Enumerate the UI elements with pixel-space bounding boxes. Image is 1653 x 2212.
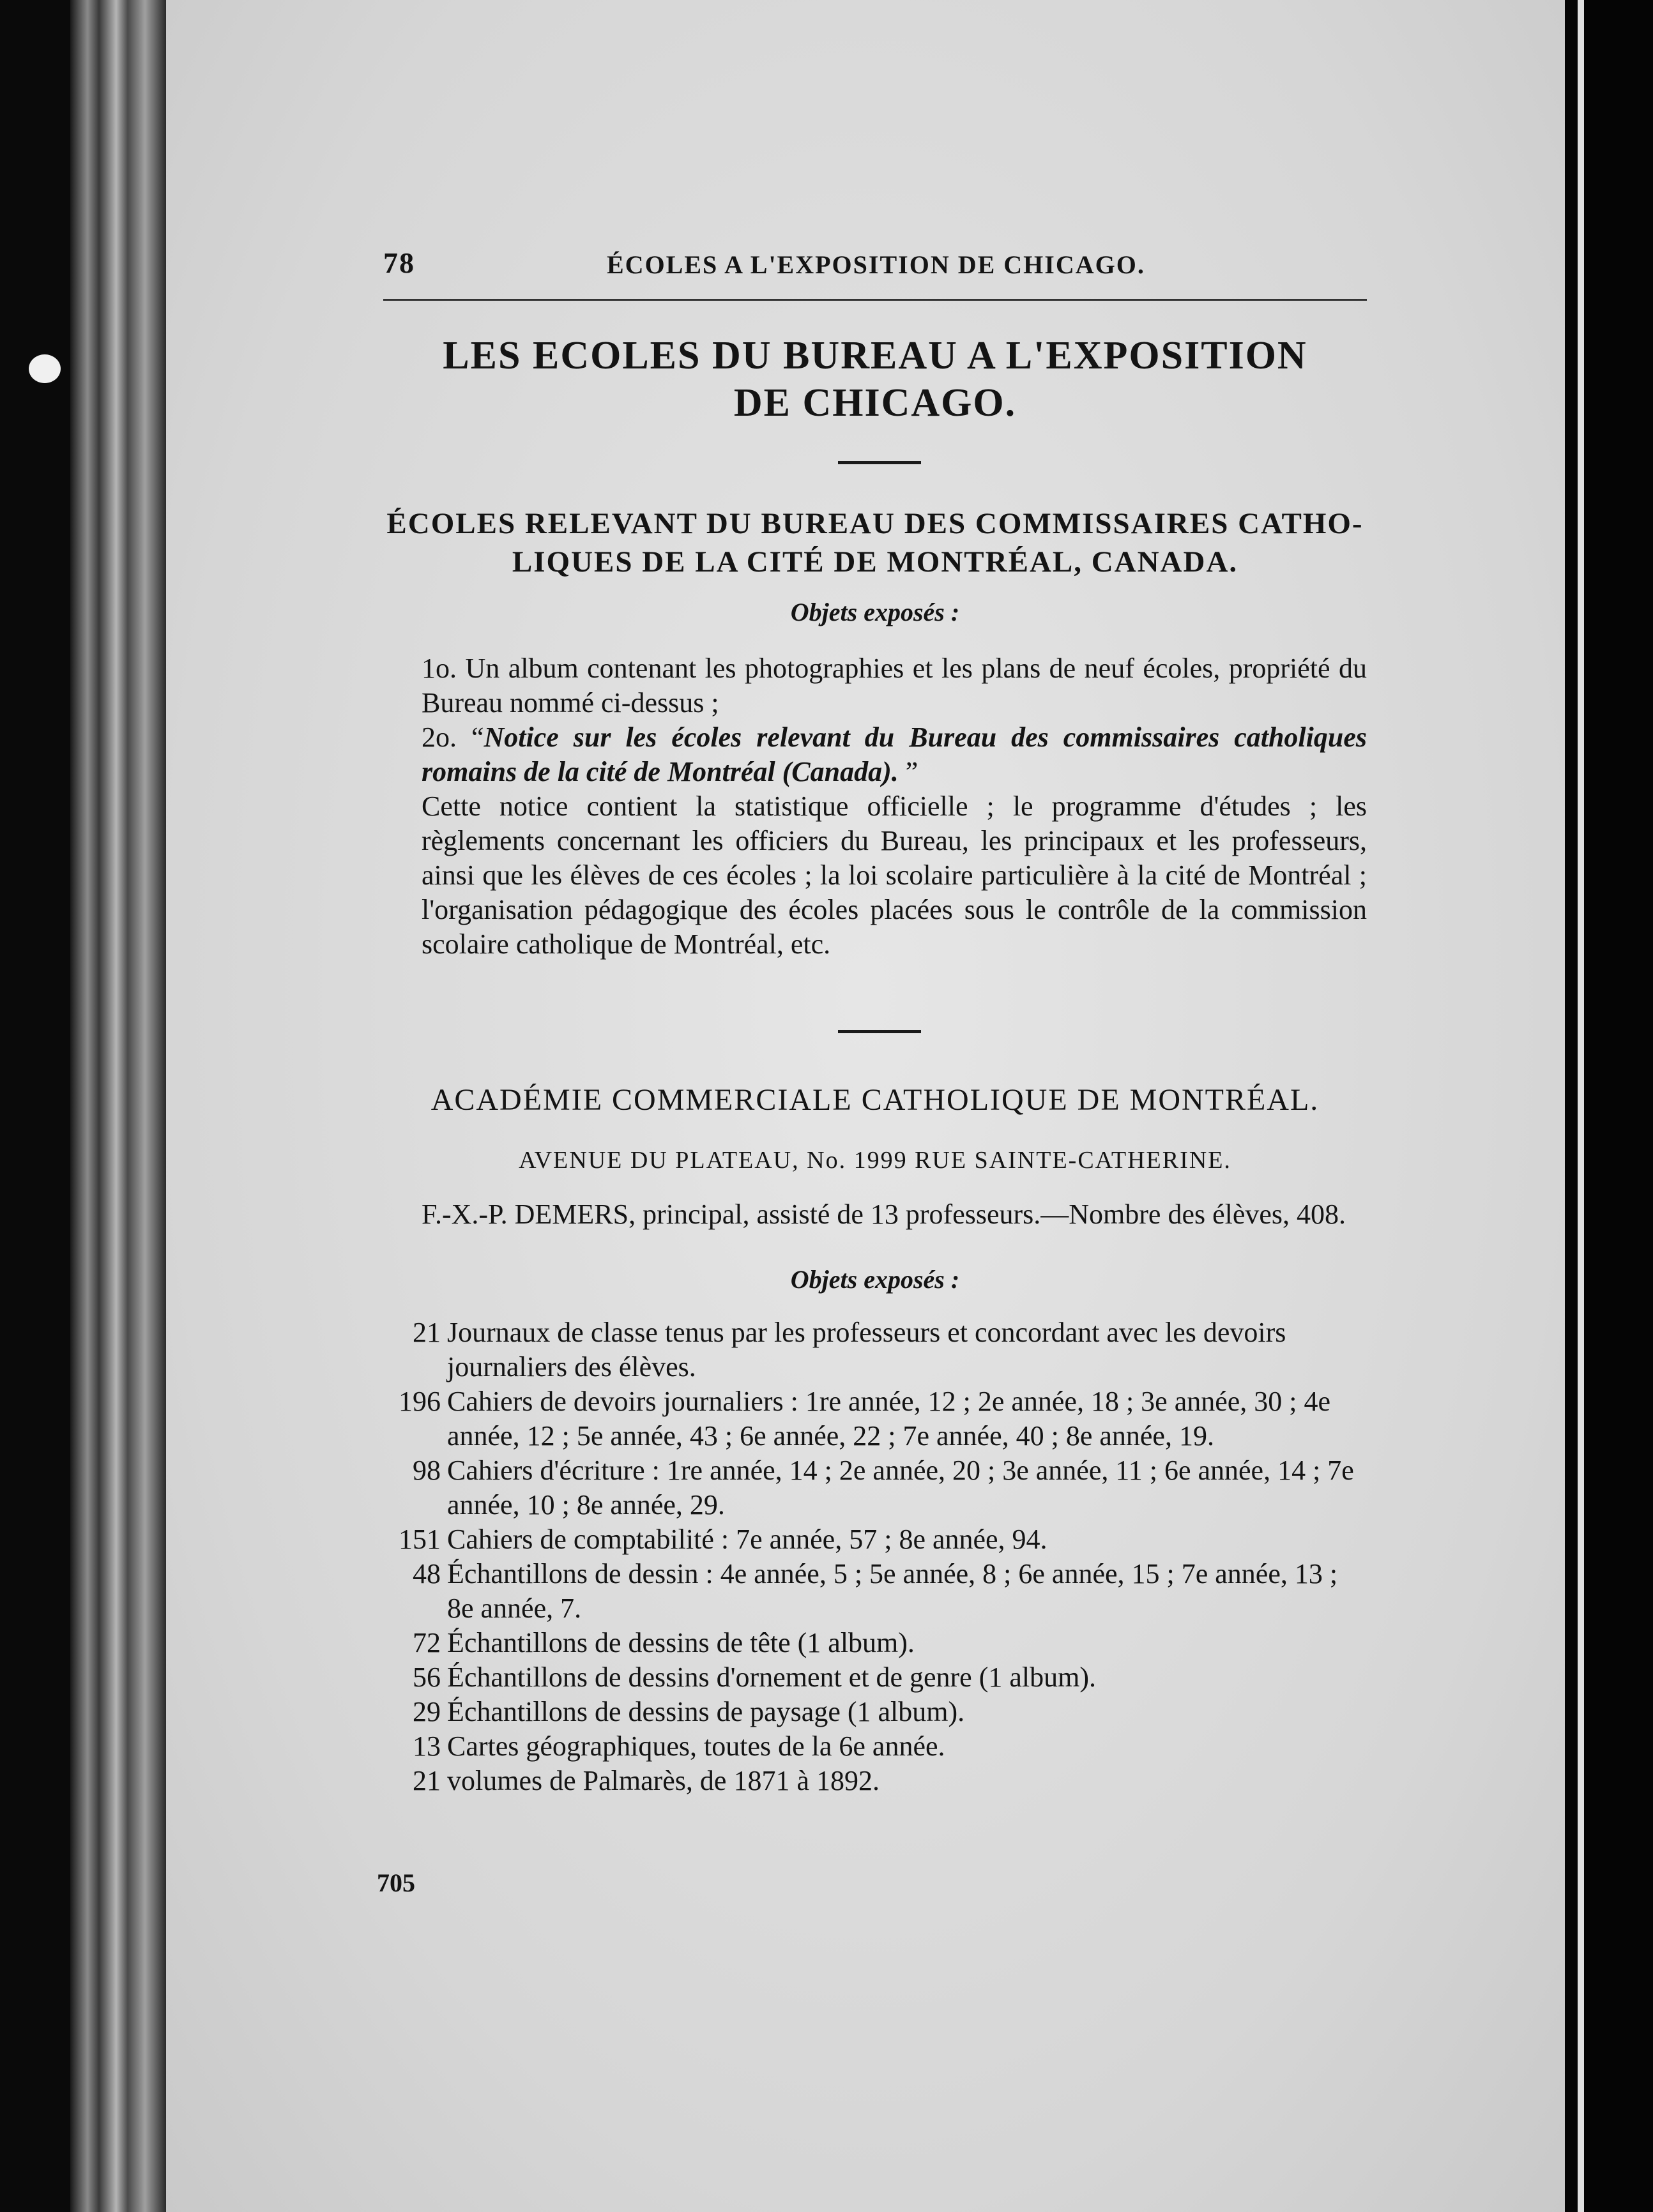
item-quantity: 48 <box>413 1558 441 1589</box>
section1-item1: 1o. Un album contenant les photographies et les plans de neuf écoles, propriété du Bureau nommé ci-dessus ; <box>422 653 1367 718</box>
section1-title-line2: LIQUES DE LA CITÉ DE MONTRÉAL, CANADA. <box>512 545 1238 579</box>
item-quantity: 29 <box>413 1696 441 1727</box>
section1-title-line1: ÉCOLES RELEVANT DU BUREAU DES COMMISSAIRES CATHO- <box>386 507 1364 540</box>
section1-objects-label: Objets exposés : <box>790 598 960 626</box>
list-item <box>383 1695 1367 1729</box>
notice-description: Cette notice contient la statistique officielle ; le programme d'études ; les règlements concernant les officiers du Bureau, les principaux et les professeurs, ainsi que les élèves de ces écoles ; la loi scolaire particulière à la cité de Montréal ; l'organisation pédagogique des écoles placées sous le contrôle de la commission scolaire catholique de Montréal, etc. <box>422 791 1367 960</box>
item-quantity: 98 <box>413 1455 441 1486</box>
list-item <box>383 1557 1367 1626</box>
item-quantity: 196 <box>399 1386 441 1417</box>
item-quantity: 21 <box>413 1765 441 1796</box>
item2-open-quote: 2o. “ <box>422 722 484 753</box>
item-description: Échantillons de dessin : 4e année, 5 ; 5e année, 8 ; 6e année, 15 ; 7e année, 13 ; 8e année, 7. <box>447 1558 1338 1624</box>
item-quantity: 151 <box>399 1524 441 1555</box>
main-title <box>383 332 1367 427</box>
item-description: Cahiers de comptabilité : 7e année, 57 ; 8e année, 94. <box>447 1524 1047 1555</box>
section2-objects-label: Objets exposés : <box>790 1265 960 1294</box>
item-description: Cartes géographiques, toutes de la 6e année. <box>447 1731 945 1762</box>
section-divider <box>838 1030 921 1033</box>
item-quantity: 56 <box>413 1662 441 1693</box>
section2-title: ACADÉMIE COMMERCIALE CATHOLIQUE DE MONTRÉAL. <box>430 1083 1320 1117</box>
item2-notice-title: Notice sur les écoles relevant du Bureau des commissaires catholiques romains de la cité de Montréal (Canada). <box>422 722 1367 787</box>
book-page-edges <box>70 0 166 2212</box>
header-rule <box>383 299 1367 301</box>
list-item <box>383 1764 1367 1798</box>
item-quantity: 21 <box>413 1317 441 1348</box>
principal-text: F.-X.-P. DEMERS, principal, assisté de 13 professeurs.—Nombre des élèves, 408. <box>422 1199 1346 1230</box>
list-item <box>383 1729 1367 1764</box>
page-number: 78 <box>383 246 415 279</box>
list-item <box>383 1453 1367 1522</box>
list-item <box>383 1660 1367 1695</box>
list-item <box>383 1522 1367 1557</box>
item-description: Échantillons de dessins de paysage (1 album). <box>447 1696 965 1727</box>
next-page-sliver <box>1578 0 1584 2212</box>
running-head-title: ÉCOLES A L'EXPOSITION DE CHICAGO. <box>607 250 1145 279</box>
section1-title <box>383 504 1367 581</box>
section1-body <box>383 651 1367 962</box>
list-item <box>383 1315 1367 1384</box>
item-description: volumes de Palmarès, de 1871 à 1892. <box>447 1765 880 1796</box>
item-quantity: 13 <box>413 1731 441 1762</box>
section1-item2 <box>383 720 1367 789</box>
running-head <box>383 246 1367 284</box>
item-description: Journaux de classe tenus par les professeurs et concordant avec les devoirs journaliers des élèves. <box>447 1317 1286 1382</box>
list-item <box>383 1384 1367 1453</box>
scan-speck <box>29 354 61 383</box>
item-description: Échantillons de dessins d'ornement et de genre (1 album). <box>447 1662 1096 1693</box>
item-description: Échantillons de dessins de tête (1 album). <box>447 1627 915 1658</box>
item-quantity: 72 <box>413 1627 441 1658</box>
exhibit-list <box>383 1315 1367 1798</box>
section2-principal <box>383 1197 1367 1232</box>
section-divider <box>838 461 921 464</box>
list-item <box>383 1626 1367 1660</box>
item-description: Cahiers d'écriture : 1re année, 14 ; 2e année, 20 ; 3e année, 11 ; 6e année, 14 ; 7e année, 10 ; 8e année, 29. <box>447 1455 1354 1520</box>
section2-address: AVENUE DU PLATEAU, No. 1999 RUE SAINTE-CATHERINE. <box>519 1147 1231 1174</box>
main-title-line2: DE CHICAGO. <box>733 381 1017 425</box>
total-count: 705 <box>377 1868 415 1897</box>
item2-close-quote: ” <box>898 756 918 787</box>
main-title-line1: LES ECOLES DU BUREAU A L'EXPOSITION <box>443 334 1307 377</box>
item-description: Cahiers de devoirs journaliers : 1re année, 12 ; 2e année, 18 ; 3e année, 30 ; 4e année, 12 ; 5e année, 43 ; 6e année, 22 ; 7e année, 40 ; 8e année, 19. <box>447 1386 1331 1451</box>
